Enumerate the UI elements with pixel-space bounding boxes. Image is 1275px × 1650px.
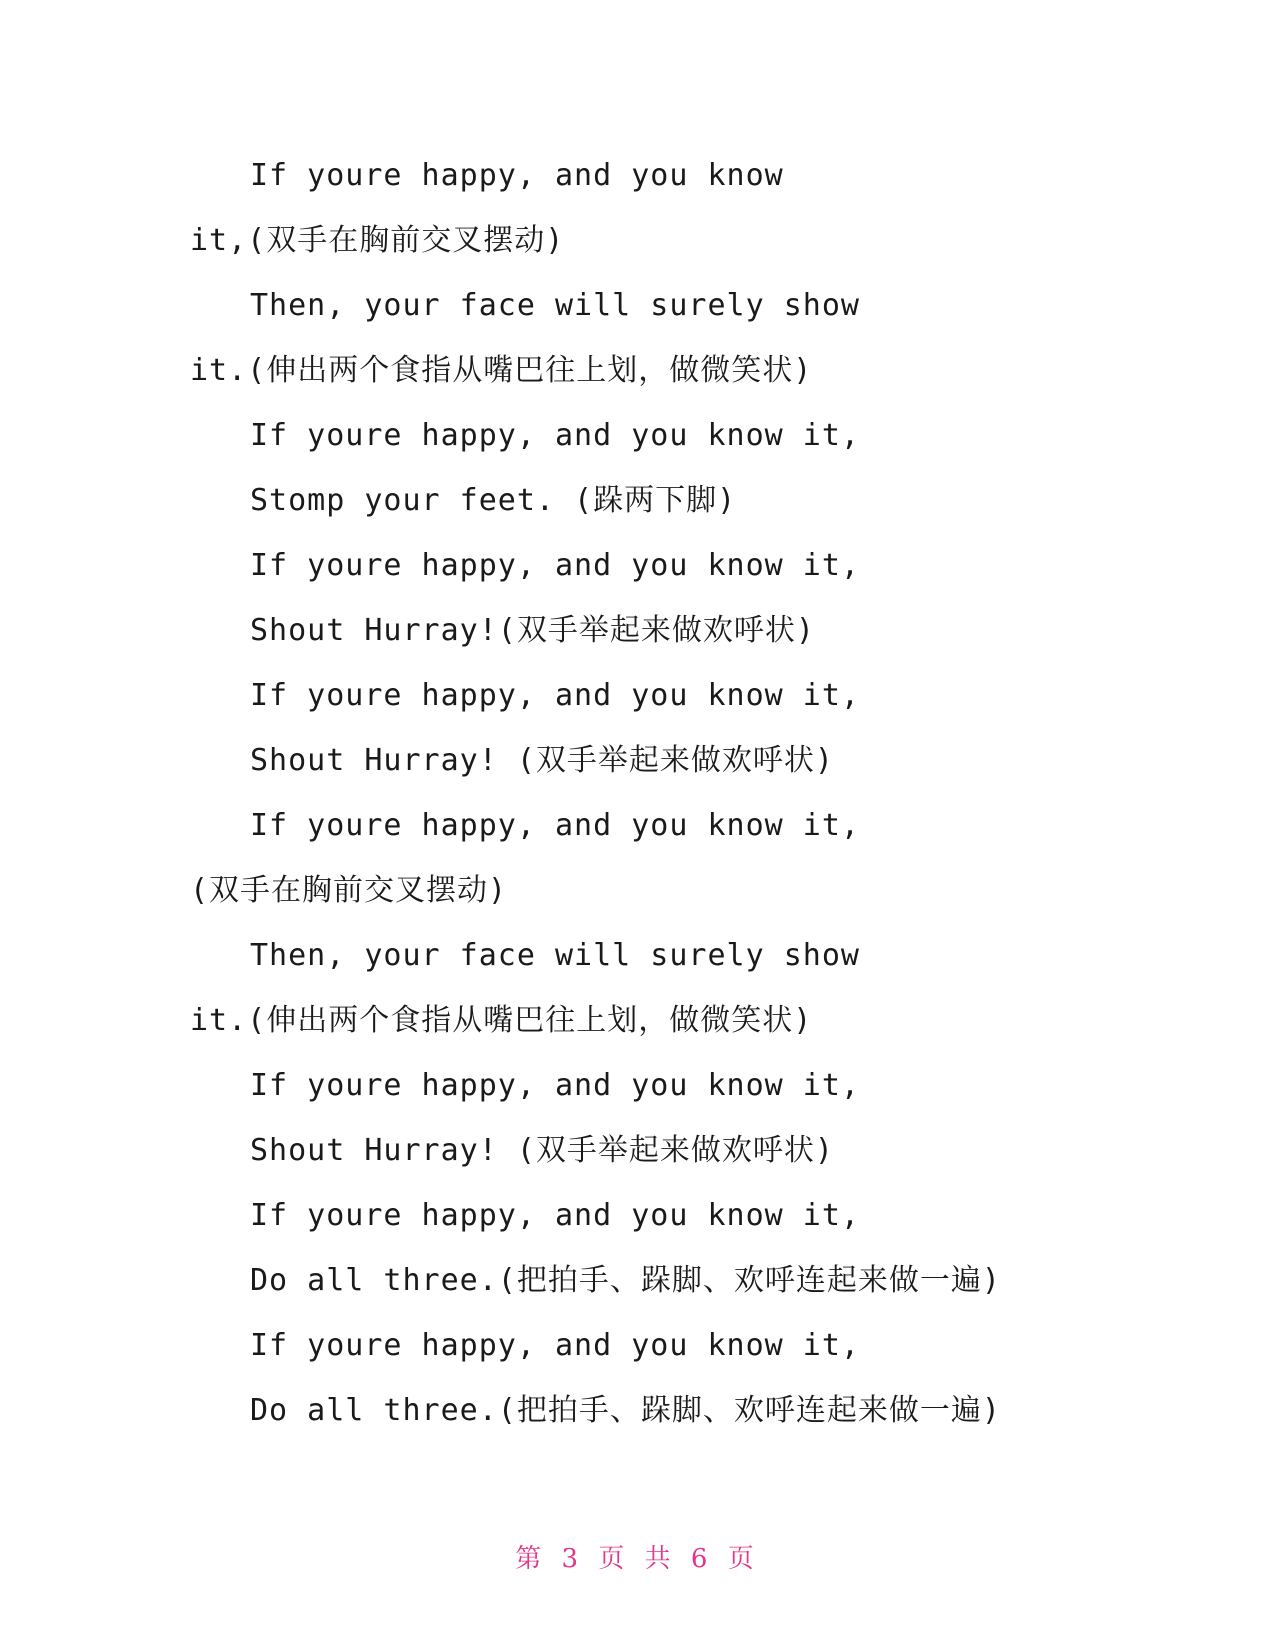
lyric-line: If youre happy, and you know it, [250, 1198, 860, 1233]
lyric-line: If youre happy, and you know it, [250, 678, 860, 713]
lyric-line: Shout Hurray! (双手举起来做欢呼状) [250, 1133, 834, 1168]
lyric-line: it,(双手在胸前交叉摆动) [190, 223, 565, 258]
lyric-line: Shout Hurray!(双手举起来做欢呼状) [250, 613, 815, 648]
lyric-line: If youre happy, and you know it, [250, 1328, 860, 1363]
lyrics-body [0, 143, 1275, 1443]
lyric-line: Then, your face will surely show [250, 288, 860, 323]
lyric-line: Stomp your feet. (跺两下脚) [250, 483, 737, 518]
lyric-line: If youre happy, and you know it, [250, 548, 860, 583]
lyric-line: If youre happy, and you know [250, 158, 784, 193]
lyric-line: (双手在胸前交叉摆动) [190, 873, 508, 908]
lyric-line: Then, your face will surely show [250, 938, 860, 973]
lyric-line: it.(伸出两个食指从嘴巴往上划，做微笑状) [190, 1003, 813, 1038]
lyric-line: it.(伸出两个食指从嘴巴往上划，做微笑状) [190, 353, 813, 388]
lyric-line: If youre happy, and you know it, [250, 418, 860, 453]
lyric-line: Do all three.(把拍手、跺脚、欢呼连起来做一遍) [250, 1263, 1001, 1298]
lyric-line: Do all three.(把拍手、跺脚、欢呼连起来做一遍) [250, 1393, 1001, 1428]
lyric-line: Shout Hurray! (双手举起来做欢呼状) [250, 743, 834, 778]
lyric-line: If youre happy, and you know it, [250, 808, 860, 843]
lyric-line: If youre happy, and you know it, [250, 1068, 860, 1103]
page-number-footer: 第 3 页 共 6 页 [515, 1544, 760, 1574]
